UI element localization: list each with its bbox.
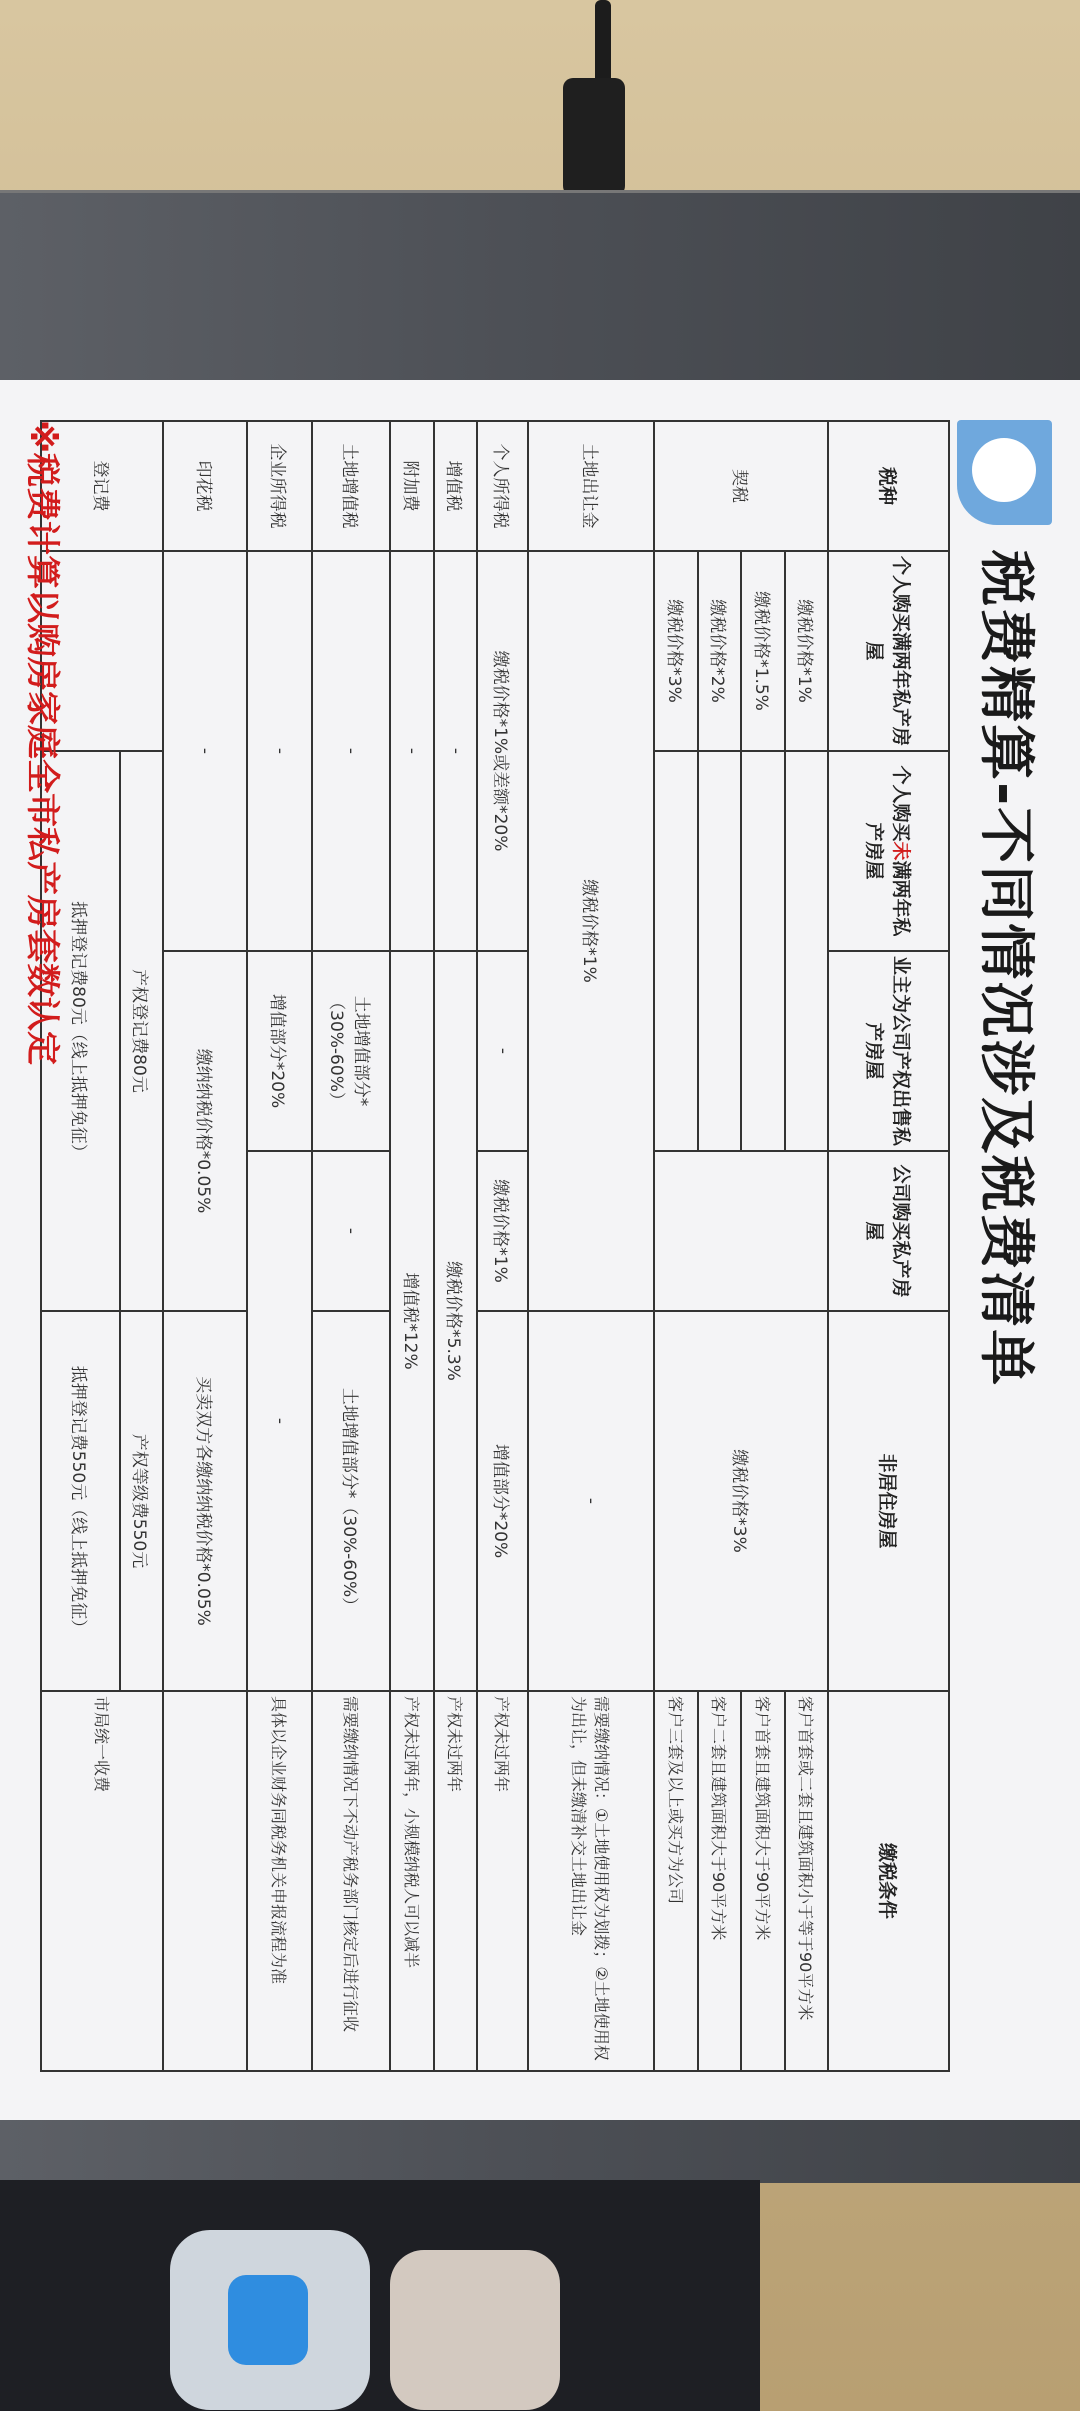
cell (698, 751, 742, 1151)
cell: 缴税价格*1% (528, 551, 654, 1311)
header-col2: 个人购买未满两年私产房屋 (828, 751, 949, 951)
cell: - (312, 1151, 391, 1311)
header-col4: 公司购买私产房屋 (828, 1151, 949, 1311)
brand-logo (957, 420, 1052, 525)
header-row (828, 421, 949, 2071)
header-col5: 非居住房屋 (828, 1311, 949, 1691)
row-label: 附加费 (391, 421, 435, 551)
cell: 缴税价格*1.5% (741, 551, 785, 751)
mouse-pad (0, 2180, 760, 2411)
row-label: 企业所得税 (247, 421, 312, 551)
cell: 缴纳纳税价格*0.05% (163, 951, 247, 1311)
cell: 缴税价格*1%或差额*20% (478, 551, 529, 951)
cell: 增值部分*20% (247, 951, 312, 1151)
cell: - (312, 551, 391, 951)
cell: 缴税价格*3% (654, 1311, 828, 1691)
table-row (785, 421, 829, 2071)
cell: 产权等级费550元 (120, 1311, 164, 1691)
cell: 客户二套且建筑面积大于90平方米 (698, 1691, 742, 2071)
row-label: 契税 (654, 421, 828, 551)
cell: 土地增值部分*（30%-60%） (312, 1311, 391, 1691)
cell: 产权未过两年，小规模纳税人可以减半 (391, 1691, 435, 2071)
table-row (478, 421, 529, 2071)
cell: 买卖双方各缴纳纳税价格*0.05% (163, 1311, 247, 1691)
document-title: 税费精算-不同情况涉及税费清单 (973, 550, 1038, 1388)
tax-table (40, 420, 950, 2072)
cell: - (247, 551, 312, 951)
cell: 市局统一收费 (41, 1691, 163, 2071)
cell (163, 1691, 247, 2071)
cell: - (391, 551, 435, 951)
cell: 抵押登记费80元（线上抵押免征） (41, 751, 120, 1311)
cell: 客户首套且建筑面积大于90平方米 (741, 1691, 785, 2071)
footnote: ※税费计算以购房家庭全市私产房套数认定 (22, 420, 62, 1066)
table-row (120, 421, 164, 2071)
header-tax-type: 税种 (828, 421, 949, 551)
cell (785, 751, 829, 1151)
cell: 产权未过两年 (478, 1691, 529, 2071)
document (10, 380, 1070, 2120)
robot-screen (228, 2275, 308, 2365)
cell: 缴税价格*5.3% (434, 951, 478, 1691)
cell (741, 751, 785, 1151)
cable (595, 0, 611, 90)
table-row (528, 421, 654, 2071)
cell (654, 1151, 828, 1311)
cell: 客户三套及以上或买方为公司 (654, 1691, 698, 2071)
cell: - (247, 1151, 312, 1691)
cell: 抵押登记费550元（线上抵押免征） (41, 1311, 120, 1691)
robot-illustration-2 (390, 2250, 560, 2410)
table-row (247, 421, 312, 2071)
cell: 土地增值部分*（30%-60%） (312, 951, 391, 1151)
cell: - (478, 951, 529, 1151)
cell: 缴税价格*1% (785, 551, 829, 751)
cell: 增值税*12% (391, 951, 435, 1691)
table-row (434, 421, 478, 2071)
cell (654, 751, 698, 1151)
cell: 产权登记费80元 (120, 751, 164, 1311)
cell: 产权未过两年 (434, 1691, 478, 2071)
cell: 缴税价格*1% (478, 1151, 529, 1311)
cell: 缴税价格*2% (698, 551, 742, 751)
cell: - (434, 551, 478, 951)
table-row (312, 421, 391, 2071)
row-label: 印花税 (163, 421, 247, 551)
header-col1: 个人购买满两年私产房屋 (828, 551, 949, 751)
header-col3: 业主为公司产权出售私产房屋 (828, 951, 949, 1151)
header-col6: 缴税条件 (828, 1691, 949, 2071)
row-label: 增值税 (434, 421, 478, 551)
cable-connector (563, 78, 625, 196)
cell: 客户首套或二套且建筑面积小于等于90平方米 (785, 1691, 829, 2071)
row-label: 土地增值税 (312, 421, 391, 551)
table-row (163, 421, 247, 2071)
cell: 具体以企业财务同税务机关申报流程为准 (247, 1691, 312, 2071)
row-label: 个人所得税 (478, 421, 529, 551)
cell: 缴税价格*3% (654, 551, 698, 751)
cell: 增值部分*20% (478, 1311, 529, 1691)
table-row (391, 421, 435, 2071)
cell: - (163, 551, 247, 951)
cell: - (528, 1311, 654, 1691)
row-label: 土地出让金 (528, 421, 654, 551)
cell: 需要缴纳情况：①土地使用权为划拨；②土地使用权为出让，但未缴清补交土地出让金 (528, 1691, 654, 2071)
cell: 需要缴纳情况下不动产税务部门核定后进行征收 (312, 1691, 391, 2071)
row-label: 登记费 (41, 421, 163, 551)
